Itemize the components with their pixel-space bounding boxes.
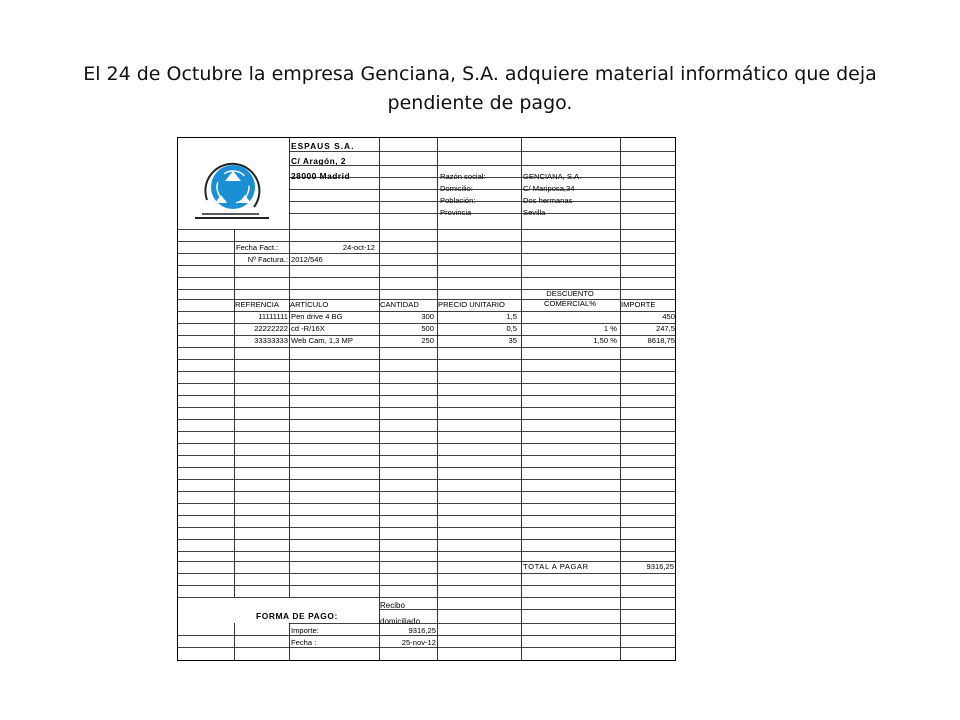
line-1-qty: 300 <box>421 313 434 321</box>
line-2-price: 0,5 <box>506 325 517 333</box>
invoice-number-label: Nº Factura.: <box>247 256 288 264</box>
issuer-street: C/ Aragón, 2 <box>291 157 347 166</box>
line-1-price: 1,5 <box>506 313 517 321</box>
customer-province-label: Provincia <box>440 209 472 217</box>
line-3-article: Web Cam, 1,3 MP <box>291 337 353 345</box>
line-3-discount: 1,50 % <box>593 337 617 345</box>
issuer-postal-city: 28000 Madrid <box>291 172 351 181</box>
recycle-icon <box>185 151 279 221</box>
header-amount: IMPORTE <box>621 301 656 309</box>
line-3-amount: 8618,75 <box>647 337 675 345</box>
line-2-discount: 1 % <box>603 325 617 333</box>
invoice-sheet <box>177 137 676 661</box>
customer-town-value: Dos hermanas <box>523 197 573 205</box>
header-ref: REFRENCIA <box>235 301 279 309</box>
total-value: 9316,25 <box>646 563 674 571</box>
line-1-article: Pen drive 4 BG <box>291 313 343 321</box>
line-1-amount: 450 <box>662 313 675 321</box>
payment-date-label: Fecha : <box>291 639 317 647</box>
line-3-price: 35 <box>508 337 517 345</box>
payment-amount-value: 9316,25 <box>408 627 436 635</box>
invoice-date-label: Fecha Fact.: <box>236 244 279 252</box>
payment-method: Recibo domiciliado <box>380 601 421 626</box>
line-2-article: cd -R/16X <box>291 325 325 333</box>
customer-company-value: GENCIANA, S.A. <box>523 173 582 181</box>
header-unit-price: PRECIO UNITARIO <box>438 301 505 309</box>
line-3-ref: 33333333 <box>254 337 288 345</box>
issuer-name: ESPAUS S.A. <box>291 142 355 151</box>
customer-company-label: Razón social: <box>440 173 486 181</box>
line-2-qty: 500 <box>421 325 434 333</box>
header-discount: DESCUENTO COMERCIAL% <box>544 289 596 308</box>
total-label: TOTAL A PAGAR <box>523 563 589 571</box>
customer-address-label: Domicilio: <box>440 185 473 193</box>
payment-date-value: 25-nov-12 <box>401 639 436 647</box>
customer-province-value: Sevilla <box>523 209 546 217</box>
line-1-ref: 11111111 <box>258 313 288 321</box>
payment-amount-label: Importe: <box>291 627 319 635</box>
customer-address-value: C/ Mariposa,34 <box>523 185 575 193</box>
invoice-date-value: 24-oct-12 <box>342 244 375 252</box>
slide-title <box>40 60 920 118</box>
line-2-amount: 247,5 <box>655 325 675 333</box>
invoice-number-value: 2012/546 <box>291 256 323 264</box>
slide-title-line-1: El 24 de Octubre la empresa Genciana, S.A. adquiere material informático que deja <box>83 63 877 85</box>
header-qty: CANTIDAD <box>380 301 419 309</box>
payment-title: FORMA DE PAGO: <box>256 612 338 621</box>
slide-title-line-2: pendiente de pago. <box>387 92 573 114</box>
customer-town-label: Población: <box>440 197 476 205</box>
header-article: ARTÍCULO <box>290 301 329 309</box>
line-3-qty: 250 <box>421 337 434 345</box>
line-2-ref: 22222222 <box>254 325 288 333</box>
